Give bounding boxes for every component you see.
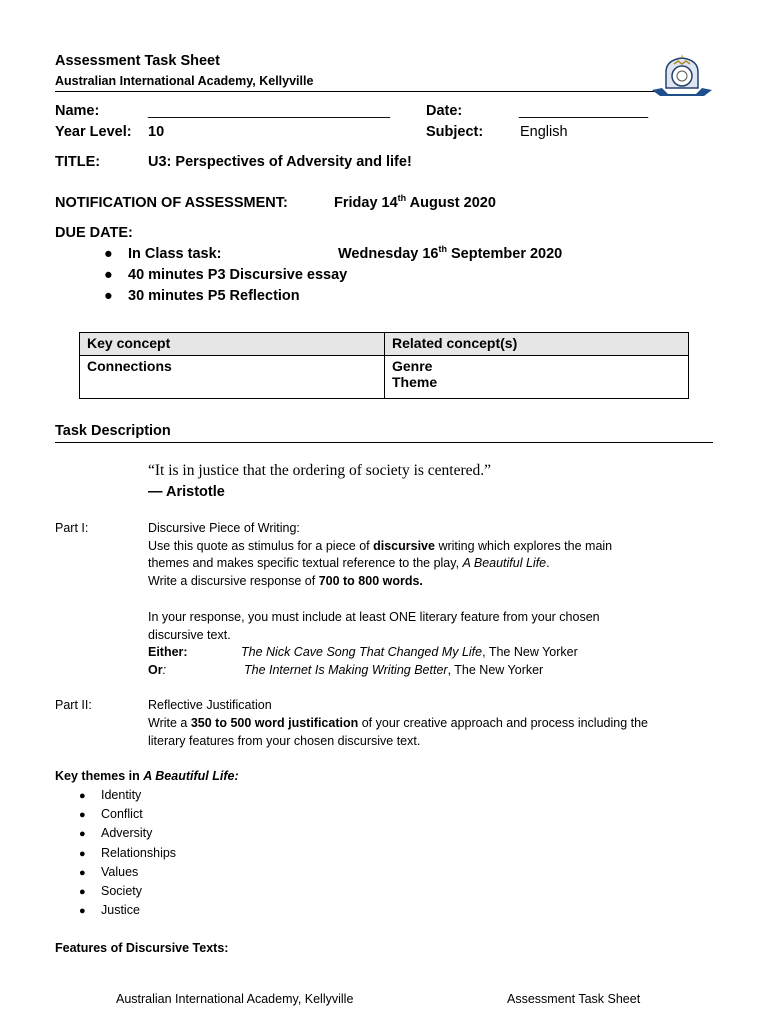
due-item: ● 40 minutes P3 Discursive essay	[104, 267, 348, 283]
quote-text: “It is in justice that the ordering of society is centered.”	[148, 462, 492, 479]
theme-item: ● Values	[79, 865, 139, 879]
part-1-line: Use this quote as stimulus for a piece of discursive writing which explores the main	[148, 539, 613, 553]
part-1-label: Part I:	[55, 521, 89, 535]
part-2-heading: Reflective Justification	[148, 698, 272, 712]
in-class-date: Wednesday 16th September 2020	[338, 244, 563, 262]
bullet-icon: ●	[104, 288, 113, 304]
bullet-icon: ●	[104, 267, 113, 283]
notification-date: Friday 14th August 2020	[334, 193, 496, 211]
year-level-value: 10	[148, 124, 165, 140]
table-header-related-concepts: Related concept(s)	[385, 333, 689, 356]
related-concepts-cell	[385, 356, 689, 399]
either-text: The Nick Cave Song That Changed My Life, The New Yorker	[241, 645, 578, 659]
due-item: ● 30 minutes P5 Reflection	[104, 288, 300, 304]
theme-item: ● Relationships	[79, 846, 177, 860]
bullet-icon: ●	[79, 848, 86, 860]
bullet-icon: ●	[79, 790, 86, 802]
year-level-label: Year Level:	[55, 124, 132, 140]
header-rule	[55, 91, 655, 92]
theme-item: ● Identity	[79, 788, 142, 802]
title-label: TITLE:	[55, 154, 101, 170]
school-crest-icon	[650, 52, 714, 104]
part-1-heading: Discursive Piece of Writing:	[148, 521, 300, 535]
due-item-in-class: ● In Class task:	[104, 246, 222, 262]
either-label: Either:	[148, 645, 188, 659]
concepts-table	[79, 332, 689, 399]
part-2-label: Part II:	[55, 698, 92, 712]
document-title: Assessment Task Sheet	[55, 53, 220, 69]
part-2-line: Write a 350 to 500 word justification of your creative approach and process including the	[148, 716, 649, 730]
school-name: Australian International Academy, Kellyville	[55, 74, 314, 88]
part-1-line: themes and makes specific textual reference to the play, A Beautiful Life.	[148, 556, 550, 570]
theme-item: ● Adversity	[79, 826, 153, 840]
part-2-line: literary features from your chosen discursive text.	[148, 734, 421, 748]
date-label: Date:	[426, 103, 463, 119]
bullet-icon: ●	[79, 905, 86, 917]
subject-label: Subject:	[426, 124, 484, 140]
section-rule	[55, 442, 713, 443]
footer-title: Assessment Task Sheet	[507, 992, 641, 1006]
bullet-icon: ●	[79, 809, 86, 821]
theme-item: ● Justice	[79, 903, 140, 917]
bullet-icon: ●	[104, 246, 113, 262]
part-1-line: discursive text.	[148, 628, 231, 642]
or-text: The Internet Is Making Writing Better, The New Yorker	[244, 663, 544, 677]
or-label: Or:	[148, 663, 167, 677]
date-field-line[interactable]: ________________	[519, 103, 649, 119]
theme-item: ● Society	[79, 884, 142, 898]
bullet-icon: ●	[79, 828, 86, 840]
theme-item: ● Conflict	[79, 807, 143, 821]
features-heading: Features of Discursive Texts:	[55, 941, 229, 955]
related-concept: Theme	[392, 374, 438, 390]
quote-author: — Aristotle	[148, 484, 225, 500]
related-concept: Genre	[392, 358, 433, 374]
subject-value: English	[520, 124, 568, 140]
key-themes-heading: Key themes in A Beautiful Life:	[55, 769, 239, 783]
due-date-label: DUE DATE:	[55, 225, 133, 241]
bullet-icon: ●	[79, 886, 86, 898]
part-1-line: In your response, you must include at least ONE literary feature from your chosen	[148, 610, 600, 624]
task-description-heading: Task Description	[55, 423, 171, 439]
key-concept-cell: Connections	[80, 356, 385, 399]
notification-label: NOTIFICATION OF ASSESSMENT:	[55, 195, 288, 211]
footer-school: Australian International Academy, Kellyville	[116, 992, 354, 1006]
name-field-line[interactable]: ______________________________	[148, 103, 390, 119]
bullet-icon: ●	[79, 867, 86, 879]
part-1-line: Write a discursive response of 700 to 800 words.	[148, 574, 423, 588]
name-label: Name:	[55, 103, 100, 119]
task-title: U3: Perspectives of Adversity and life!	[148, 154, 412, 170]
table-header-key-concept: Key concept	[80, 333, 385, 356]
